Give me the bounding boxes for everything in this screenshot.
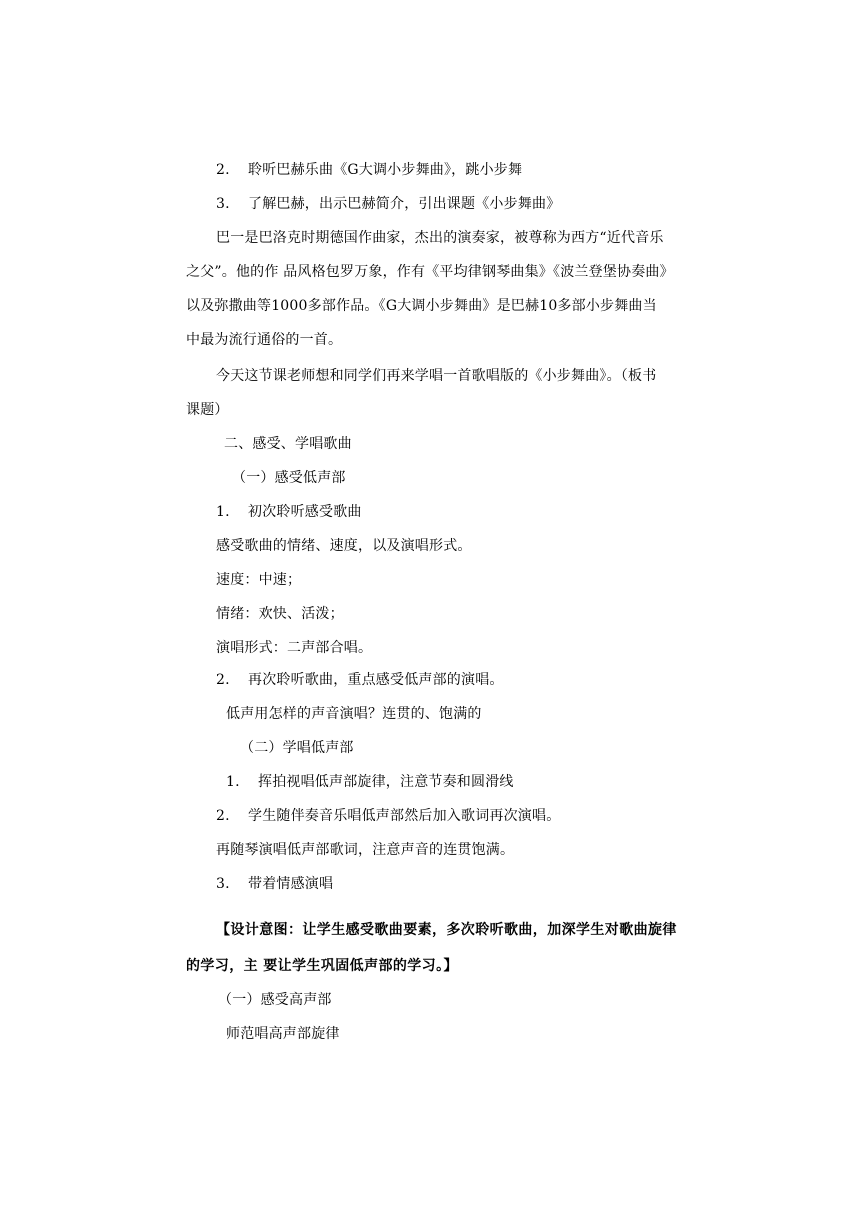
paragraph-line: 今天这节课老师想和同学们再来学唱一首歌唱版的《小步舞曲》。（板书 <box>216 368 657 384</box>
paragraph-line: 师范唱高声部旋律 <box>226 1026 340 1042</box>
paragraph-line: 中最为流行通俗的一首。 <box>186 332 343 348</box>
paragraph-line: 情绪：欢快、活泼； <box>216 606 344 622</box>
list-text: 初次聆听感受歌曲 <box>248 504 362 520</box>
paragraph-line: 感受歌曲的情绪、速度，以及演唱形式。 <box>216 538 472 554</box>
paragraph-line: 演唱形式：二声部合唱。 <box>216 640 373 656</box>
list-item <box>216 874 333 894</box>
paragraph-line: 速度：中速； <box>216 572 302 588</box>
list-item <box>226 772 514 792</box>
paragraph-line: 巴一是巴洛克时期德国作曲家，杰出的演奏家，被尊称为西方“近代音乐 <box>216 230 664 246</box>
paragraph-line: 低声用怎样的声音演唱？连贯的、饱满的 <box>226 706 482 722</box>
subsection-heading: （二）学唱低声部 <box>240 740 354 756</box>
list-item <box>216 806 560 826</box>
paragraph-line: 之父”。他的作 品风格包罗万象，作有《平均律钢琴曲集》《波兰登堡协奏曲》 <box>186 264 674 280</box>
section-heading: 二、感受、学唱歌曲 <box>224 436 352 452</box>
list-text: 了解巴赫，出示巴赫简介，引出课题《小步舞曲》 <box>248 196 561 212</box>
list-number: 2. <box>216 808 230 824</box>
list-text: 聆听巴赫乐曲《G大调小步舞曲》，跳小步舞 <box>248 162 523 178</box>
paragraph-line: 再随琴演唱低声部歌词，注意声音的连贯饱满。 <box>216 842 515 858</box>
list-text: 挥拍视唱低声部旋律，注意节奏和圆滑线 <box>258 774 514 790</box>
list-item <box>216 160 522 180</box>
list-number: 3. <box>216 876 230 892</box>
list-number: 2. <box>216 672 230 688</box>
subsection-heading: （一）感受低声部 <box>232 470 346 486</box>
list-text: 带着情感演唱 <box>248 876 334 892</box>
paragraph-line: 课题） <box>186 402 229 418</box>
subsection-heading: （一）感受高声部 <box>218 992 332 1008</box>
design-intent-line: 的学习，主 要让学生巩固低声部的学习。】 <box>186 958 458 974</box>
list-number: 1. <box>226 774 240 790</box>
list-item <box>216 194 560 214</box>
list-number: 2. <box>216 162 230 178</box>
list-text: 学生随伴奏音乐唱低声部然后加入歌词再次演唱。 <box>248 808 561 824</box>
design-intent-line: 【设计意图：让学生感受歌曲要素，多次聆听歌曲，加深学生对歌曲旋律 <box>216 922 677 938</box>
list-item <box>216 670 504 690</box>
list-item <box>216 502 362 522</box>
paragraph-line: 以及弥撒曲等1000多部作品。《G大调小步舞曲》是巴赫10多部小步舞曲当 <box>186 298 657 314</box>
list-number: 3. <box>216 196 230 212</box>
list-text: 再次聆听歌曲，重点感受低声部的演唱。 <box>248 672 504 688</box>
list-number: 1. <box>216 504 230 520</box>
